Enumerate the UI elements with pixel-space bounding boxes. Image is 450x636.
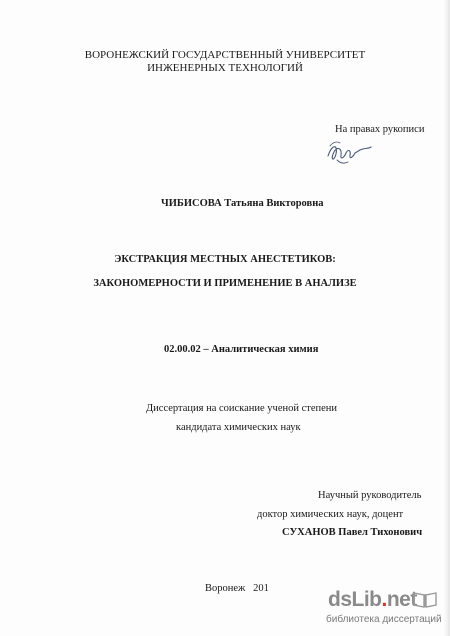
university-line-1: ВОРОНЕЖСКИЙ ГОСУДАРСТВЕННЫЙ УНИВЕРСИТЕТ [84,49,366,61]
supervisor-name: СУХАНОВ Павел Тихонович [282,527,423,538]
university-line-2: ИНЖЕНЕРНЫХ ТЕХНОЛОГИЙ [147,62,303,74]
rights-note: На правах рукописи [335,124,425,135]
degree-line-1: Диссертация на соискание ученой степени [146,403,338,414]
title-line-1: ЭКСТРАКЦИЯ МЕСТНЫХ АНЕСТЕТИКОВ: [114,254,336,265]
title-line-2: ЗАКОНОМЕРНОСТИ И ПРИМЕНЕНИЕ В АНАЛИЗЕ [93,278,357,289]
supervisor-role: Научный руководитель [318,490,422,501]
handwritten-signature-icon [324,138,374,166]
degree-line-2: кандидата химических наук [176,422,301,433]
supervisor-rank: доктор химических наук, доцент [257,509,404,520]
book-icon [412,589,438,609]
author-given-names: Татьяна Викторовна [224,198,324,209]
watermark-caption: библиотека диссертаций [326,614,442,625]
city-year: Воронеж 201 [205,583,269,594]
dslib-logo: dsLib.net [328,588,417,611]
author-name [161,197,324,211]
specialty-code: 02.00.02 – Аналитическая химия [164,344,319,355]
author-surname: ЧИБИСОВА [161,198,222,209]
page-edge-shadow [444,0,450,636]
dslib-watermark [326,586,444,630]
